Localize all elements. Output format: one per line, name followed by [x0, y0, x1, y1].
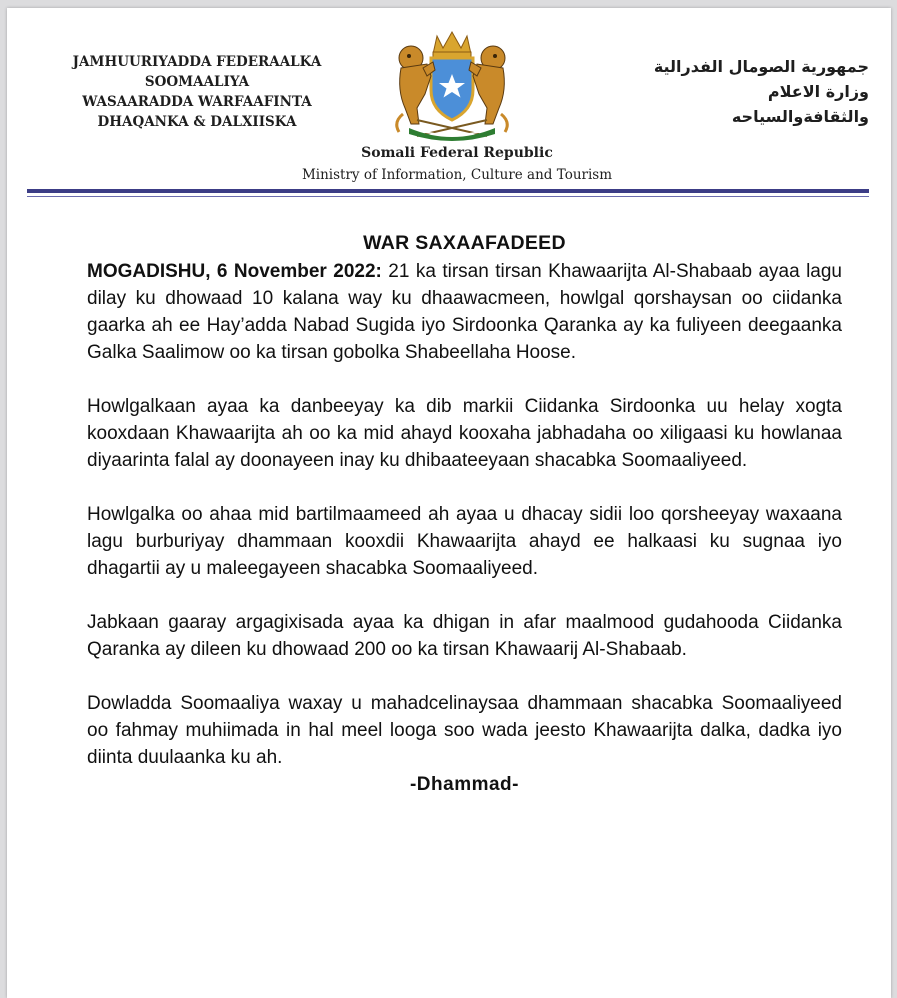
- header-arabic-lines: [569, 54, 869, 129]
- paragraph: Jabkaan gaaray argagixisada ayaa ka dhigan in afar maalmood gudahooda Ciidanka Qaranka ay dileen ku dhowaad 200 oo ka tirsan Khawaarij Al-Shabaab.: [87, 612, 842, 660]
- header-english-ministry: Ministry of Information, Culture and Tourism: [301, 167, 613, 183]
- header-somali-line: DHAQANKA & DALXIISKA: [97, 114, 297, 130]
- header-somali-lines: [47, 52, 347, 132]
- header-arabic-line: وزارة الاعلام: [767, 82, 869, 101]
- paragraph-lead: [87, 258, 842, 366]
- paragraph: Howlgalka oo ahaa mid bartilmaameed ah ayaa u dhacay sidii loo qorsheeyay waxaana lagu burburiyay dhammaan kooxdii Khawaarijta ahayd ee halkaasi ku sugnaa iyo dhagartii ay u maleegayeen shacabka Soomaaliyeed.: [87, 504, 842, 579]
- press-release-body: [87, 230, 842, 798]
- header-arabic-line: والثقافةوالسياحه: [731, 107, 869, 126]
- header-divider-thin: [27, 196, 869, 197]
- paragraph: Howlgalkaan ayaa ka danbeeyay ka dib markii Ciidanka Sirdoonka uu helay xogta kooxdaan Khawaarijta ah oo ka mid ahayd kooxaha jabhadaha oo xiligaasi ku howlanaa diyaarinta falal ay doonayeen inay ku dhibaateeyaan shacabka Soomaaliyeed.: [87, 396, 842, 471]
- dateline: MOGADISHU, 6 November 2022:: [87, 261, 382, 282]
- paragraph-text: 21 ka tirsan tirsan Khawaarijta Al-Shabaab ayaa lagu dilay ku dhowaad 10 kalana way ku dhaawacmeen, howlgal qorshaysan oo ciidanka gaarka ah ee Hay’adda Nabad Sugida iyo Sirdoonka Qaranka ay ka fuliyeen deegaanka Galka Saalimow oo ka tirsan gobolka Shabeellaha Hoose.: [87, 261, 842, 363]
- header-divider-thick: [27, 189, 869, 193]
- press-release-page: [7, 8, 891, 998]
- header-arabic-line: جمهورية الصومال الفدرالية: [653, 57, 869, 76]
- header-somali-line: WASAARADDA WARFAAFINTA: [82, 94, 312, 110]
- paragraph: Dowladda Soomaaliya waxay u mahadcelinaysaa dhammaan shacabka Soomaaliyeed oo fahmay muhiimada in hal meel looga soo wada jeesto Khawaarijta dalka, dadka iyo diinta duulaanka ku ah.: [87, 693, 842, 768]
- coat-of-arms-emblem: [387, 28, 517, 144]
- header-english-title: Somali Federal Republic: [361, 145, 553, 161]
- header-somali-line: JAMHUURIYADDA FEDERAALKA: [72, 54, 322, 70]
- document-title: WAR SAXAAFADEED: [363, 232, 566, 254]
- closing-mark: -Dhammad-: [409, 774, 519, 795]
- header-english: [237, 142, 677, 186]
- header-somali-line: SOOMAALIYA: [144, 74, 250, 90]
